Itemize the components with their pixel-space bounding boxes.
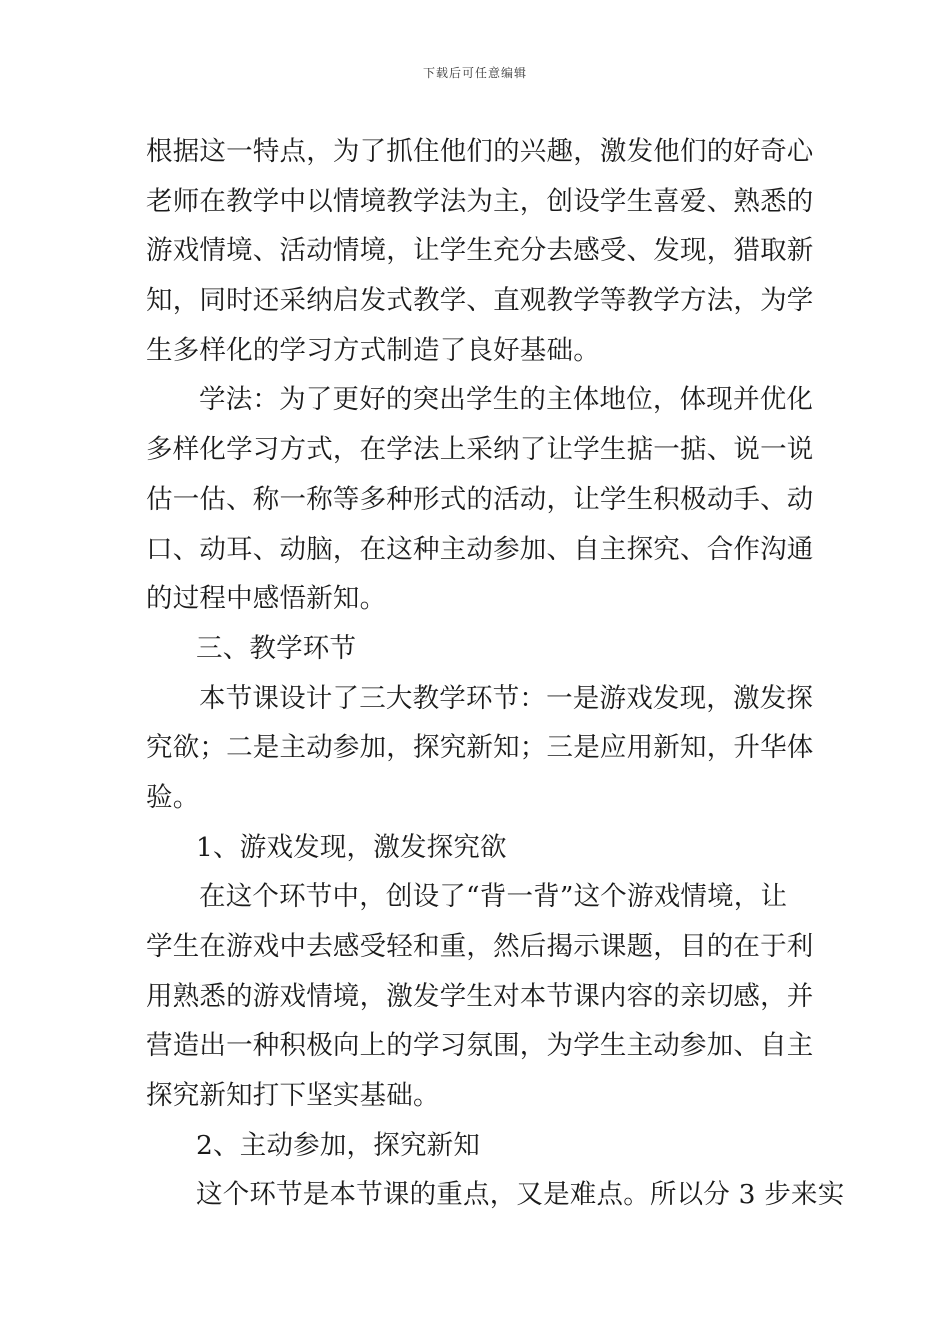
text-line: 知，同时还采纳启发式教学、直观教学等教学方法，为学: [146, 285, 814, 317]
text-line: 学生在游戏中去感受轻和重，然后揭示课题，目的在于利: [146, 931, 814, 962]
text-line: 估一估、称一称等多种形式的活动，让学生积极动手、动: [146, 483, 814, 515]
section-heading: 三、教学环节: [196, 632, 357, 664]
page-header-note: 下载后可任意编辑: [422, 66, 527, 80]
paragraph-first-line: 在这个环节中，创设了“背一背”这个游戏情境，让: [199, 881, 788, 913]
text-line: 营造出一种积极向上的学习氛围，为学生主动参加、自主: [146, 1030, 814, 1062]
text-line: 的过程中感悟新知。: [146, 583, 387, 615]
text-line: 老师在教学中以情境教学法为主，创设学生喜爱、熟悉的: [146, 185, 814, 217]
paragraph-first-line: 本节课设计了三大教学环节：一是游戏发现，激发探: [199, 682, 814, 714]
subsection-heading: 1、游戏发现，激发探究欲: [196, 831, 507, 863]
text-line: 验。: [146, 781, 200, 813]
document-body: [146, 127, 845, 1220]
paragraph-first-line: 这个环节是本节课的重点，又是难点。所以分 3 步来实: [196, 1179, 845, 1211]
text-line: 究欲；二是主动参加，探究新知；三是应用新知，升华体: [146, 732, 814, 764]
text-line: 游戏情境、活动情境，让学生充分去感受、发现，猎取新: [146, 235, 814, 267]
text-line: 生多样化的学习方式制造了良好基础。: [146, 334, 600, 366]
subsection-heading: 2、主动参加，探究新知: [196, 1129, 481, 1161]
text-line: 口、动耳、动脑，在这种主动参加、自主探究、合作沟通: [146, 533, 814, 565]
text-line: 根据这一特点，为了抓住他们的兴趣，激发他们的好奇心: [146, 136, 814, 167]
text-line: 探究新知打下坚实基础。: [146, 1080, 440, 1112]
paragraph-first-line: 学法：为了更好的突出学生的主体地位，体现并优化: [199, 384, 814, 416]
text-line: 多样化学习方式，在学法上采纳了让学生掂一掂、说一说: [146, 434, 814, 466]
text-line: 用熟悉的游戏情境，激发学生对本节课内容的亲切感，并: [146, 980, 814, 1012]
